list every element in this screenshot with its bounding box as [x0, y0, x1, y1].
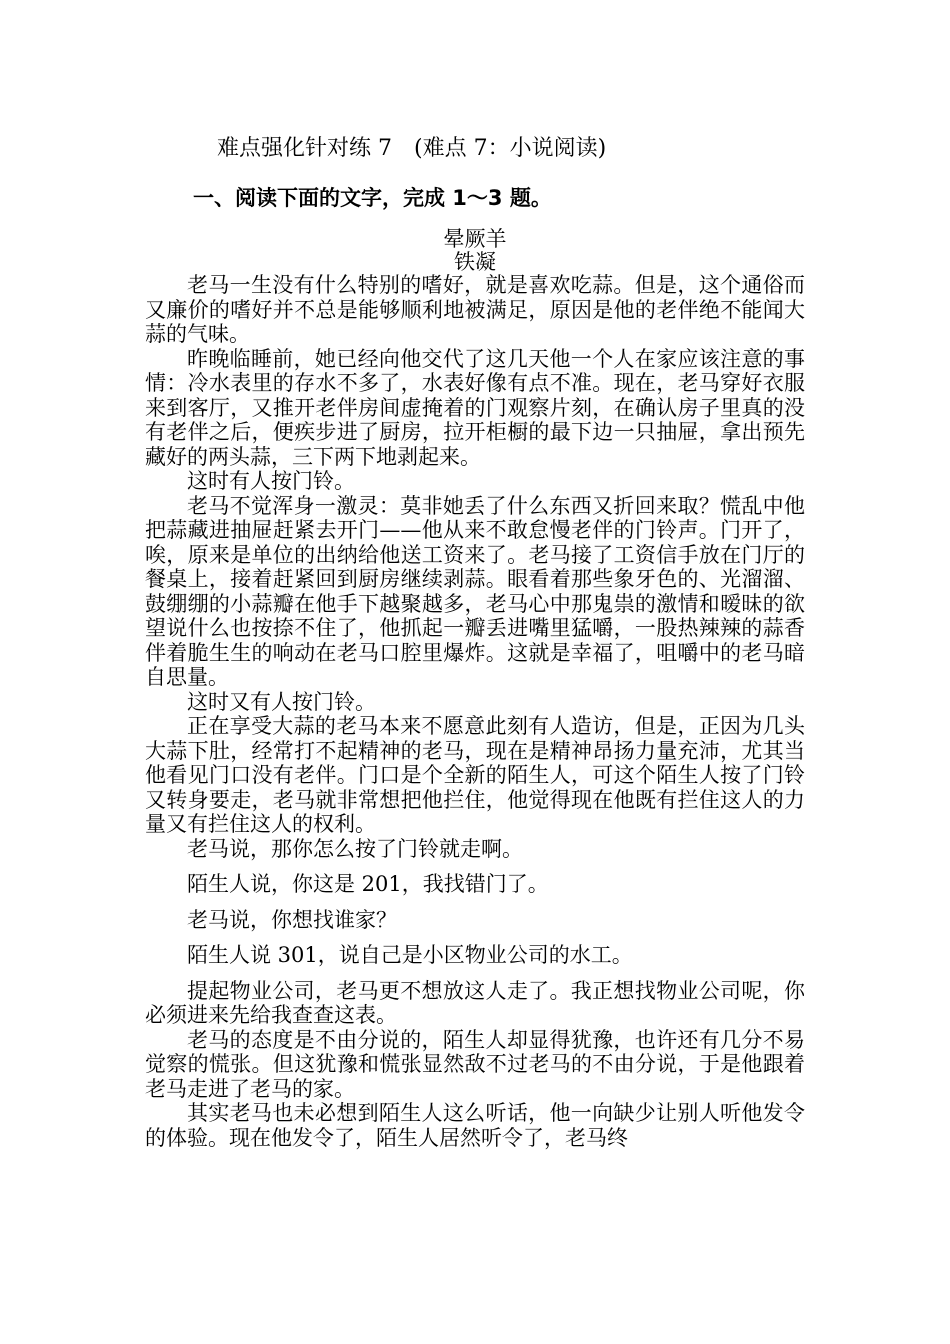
paragraph: 提起物业公司，老马更不想放这人走了。我正想找物业公司呢，你必须进来先给我查查这表。 [145, 978, 805, 1027]
paragraph: 老马不觉浑身一激灵：莫非她丢了什么东西又折回来取？慌乱中他把蒜藏进抽屉赶紧去开门——他从来不敢怠慢老伴的门铃声。门开了，唉，原来是单位的出纳给他送工资来了。老马接了工资信手放在门厅的餐桌上，接着赶紧回到厨房继续剥蒜。眼看着那些象牙色的、光溜溜、鼓绷绷的小蒜瓣在他手下越聚越多，老马心中那鬼祟的激情和暧昧的欲望说什么也按捺不住了，他抓起一瓣丢进嘴里猛嚼，一股热辣辣的蒜香伴着脆生生的响动在老马口腔里爆炸。这就是幸福了，咀嚼中的老马暗自思量。 [145, 493, 805, 689]
section-heading: 一、阅读下面的文字，完成 1～3 题。 [193, 186, 552, 210]
page-title: 难点强化针对练 7 (难点 7：小说阅读) [217, 136, 607, 161]
paragraph: 正在享受大蒜的老马本来不愿意此刻有人造访，但是，正因为几头大蒜下肚，经常打不起精神的老马，现在是精神昂扬力量充沛，尤其当他看见门口没有老伴。门口是个全新的陌生人，可这个陌生人按了门铃又转身要走，老马就非常想把他拦住，他觉得现在他既有拦住这人的力量又有拦住这人的权利。 [145, 714, 805, 836]
paragraph: 老马的态度是不由分说的，陌生人却显得犹豫，也许还有几分不易觉察的慌张。但这犹豫和慌张显然敌不过老马的不由分说，于是他跟着老马走进了老马的家。 [145, 1027, 805, 1101]
story-body [145, 273, 805, 1150]
paragraph: 其实老马也未必想到陌生人这么听话，他一向缺少让别人听他发令的体验。现在他发令了，陌生人居然听令了，老马终 [145, 1101, 805, 1150]
paragraph: 老马一生没有什么特别的嗜好，就是喜欢吃蒜。但是，这个通俗而又廉价的嗜好并不总是能够顺利地被满足，原因是他的老伴绝不能闻大蒜的气味。 [145, 273, 805, 346]
story-author: 铁凝 [454, 250, 496, 274]
paragraph: 这时有人按门铃。 [187, 469, 355, 493]
paragraph: 老马说，那你怎么按了门铃就走啊。 [187, 836, 523, 861]
story-title: 晕厥羊 [443, 227, 507, 251]
paragraph: 老马说，你想找谁家？ [187, 907, 397, 932]
paragraph: 陌生人说，你这是 201，我找错门了。 [187, 872, 549, 896]
paragraph: 这时又有人按门铃。 [187, 689, 376, 714]
paragraph: 昨晚临睡前，她已经向他交代了这几天他一个人在家应该注意的事情：冷水表里的存水不多了，水表好像有点不准。现在，老马穿好衣服来到客厅，又推开老伴房间虚掩着的门观察片刻，在确认房子里真的没有老伴之后，便疾步进了厨房，拉开柜橱的最下边一只抽屉，拿出预先藏好的两头蒜，三下两下地剥起来。 [145, 346, 805, 469]
paragraph: 陌生人说 301，说自己是小区物业公司的水工。 [187, 943, 633, 967]
